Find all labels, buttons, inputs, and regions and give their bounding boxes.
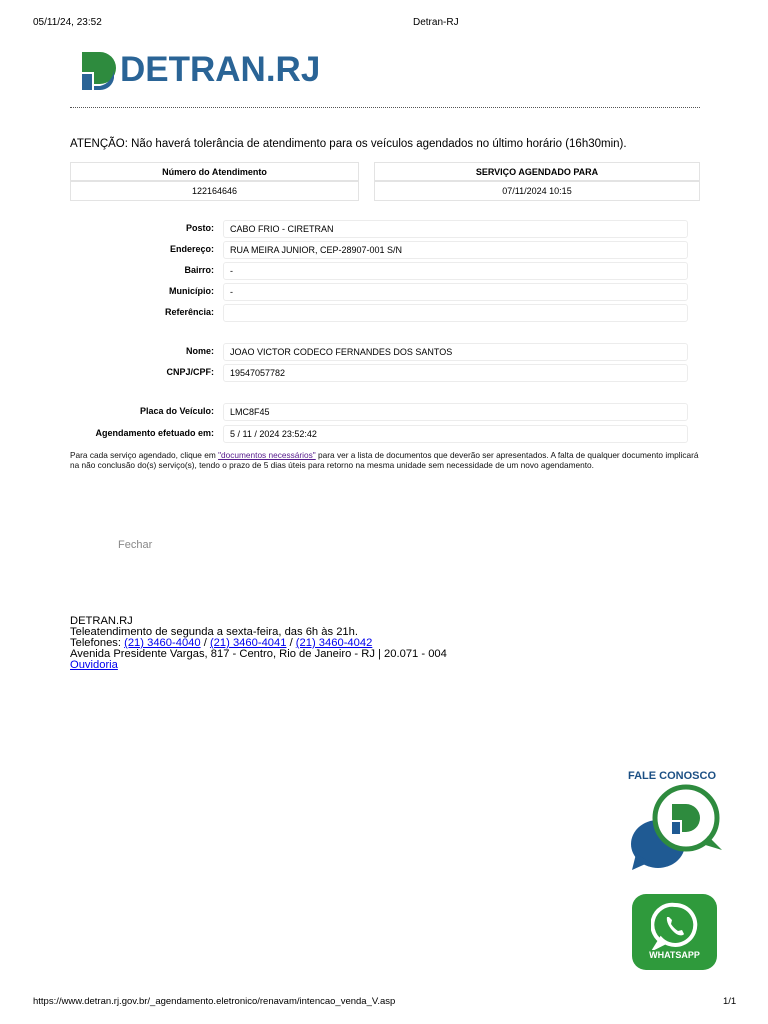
footer-hours: Teleatendimento de segunda a sexta-feira, das 6h às 21h. <box>70 626 358 638</box>
whatsapp-label: WHATSAPP <box>649 950 700 960</box>
posto-label: Posto: <box>186 223 214 233</box>
divider <box>70 107 700 108</box>
cpf-label: CNPJ/CPF: <box>166 367 214 377</box>
print-title: Detran-RJ <box>413 17 459 28</box>
agendamento-field: 5 / 11 / 2024 23:52:42 <box>223 425 688 443</box>
attention-notice: ATENÇÃO: Não haverá tolerância de atendimento para os veículos agendados no último horário (16h30min). <box>70 138 627 150</box>
placa-field: LMC8F45 <box>223 403 688 421</box>
chat-bubbles-icon <box>628 784 728 874</box>
service-header: SERVIÇO AGENDADO PARA <box>374 162 700 181</box>
footer-org: DETRAN.RJ <box>70 615 133 627</box>
bairro-field: - <box>223 262 688 280</box>
logo-text: DETRAN.RJ <box>120 50 321 89</box>
print-url: https://www.detran.rj.gov.br/_agendamento.eletronico/renavam/intencao_venda_V.asp <box>33 996 396 1007</box>
referencia-field <box>223 304 688 322</box>
bairro-label: Bairro: <box>184 265 214 275</box>
detran-logo-icon <box>80 50 116 92</box>
number-header: Número do Atendimento <box>70 162 359 181</box>
posto-field: CABO FRIO - CIRETRAN <box>223 220 688 238</box>
number-value: 122164646 <box>70 181 359 201</box>
service-value: 07/11/2024 10:15 <box>374 181 700 201</box>
detran-logo[interactable] <box>80 48 320 92</box>
municipio-field: - <box>223 283 688 301</box>
nome-field: JOAO VICTOR CODECO FERNANDES DOS SANTOS <box>223 343 688 361</box>
close-button[interactable]: Fechar <box>118 539 153 551</box>
municipio-label: Município: <box>169 286 214 296</box>
fale-conosco-label: FALE CONOSCO <box>628 770 717 782</box>
phone-sep-1: / <box>200 637 210 649</box>
cpf-field: 19547057782 <box>223 364 688 382</box>
print-page-number: 1/1 <box>723 996 737 1007</box>
phone-sep-2: / <box>286 637 296 649</box>
documents-link[interactable]: "documentos necessários" <box>218 450 316 460</box>
ouvidoria-link[interactable]: Ouvidoria <box>70 659 118 671</box>
footer-address: Avenida Presidente Vargas, 817 - Centro, Rio de Janeiro - RJ | 20.071 - 004 <box>70 648 447 660</box>
documents-note <box>70 451 710 470</box>
endereco-label: Endereço: <box>169 244 214 254</box>
phone-link-3[interactable]: (21) 3460-4042 <box>295 637 373 649</box>
print-datetime: 05/11/24, 23:52 <box>33 17 102 28</box>
nome-label: Nome: <box>185 346 214 356</box>
whatsapp-button[interactable] <box>632 894 717 970</box>
phone-link-1[interactable]: (21) 3460-4040 <box>124 637 201 649</box>
whatsapp-icon <box>651 902 699 950</box>
note-text-before: Para cada serviço agendado, clique em <box>70 450 219 460</box>
referencia-label: Referência: <box>164 307 214 317</box>
note-text-after: para ver a lista de documentos que deverão ser apresentados. A falta de qualquer documento implicará na não conclusão do(s) serviço(s), tendo o prazo de 5 dias úteis para retorno na mesma unidade sem necessidade de um novo agendamento. <box>70 450 699 470</box>
placa-label: Placa do Veículo: <box>139 406 214 416</box>
endereco-field: RUA MEIRA JUNIOR, CEP-28907-001 S/N <box>223 241 688 259</box>
phones-label: Telefones: <box>70 637 125 649</box>
site-footer <box>70 616 447 671</box>
phone-link-2[interactable]: (21) 3460-4041 <box>209 637 287 649</box>
fale-conosco-button[interactable] <box>628 784 728 874</box>
agendamento-label: Agendamento efetuado em: <box>95 428 214 438</box>
